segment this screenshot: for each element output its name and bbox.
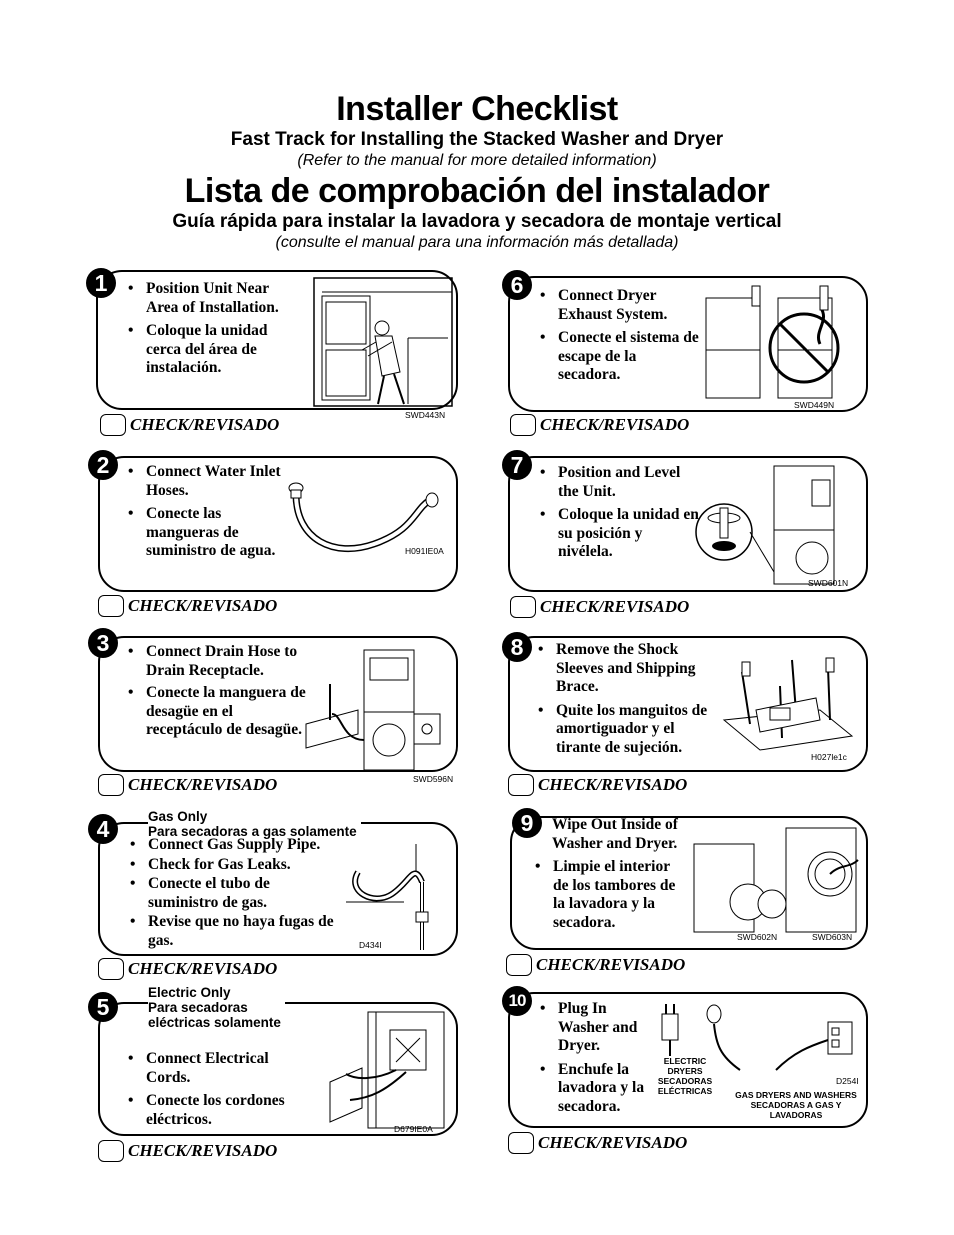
wipe-drum-icon	[690, 824, 860, 934]
page-note: (Refer to the manual for more detailed information)	[297, 152, 657, 169]
checkbox[interactable]	[98, 774, 124, 796]
gas-only-note: Gas Only Para secadoras a gas solamente	[148, 809, 361, 839]
figure-code-2: SWD603N	[812, 932, 853, 942]
step-instructions: • Position and Level the Unit. • Coloque la unidad en su posición y nivélela.	[540, 464, 700, 567]
figure-code: SWD443N	[405, 410, 446, 420]
checkbox[interactable]	[510, 596, 536, 618]
gas-pipe-icon	[344, 842, 450, 952]
electrical-box-icon	[316, 1010, 446, 1130]
figure-code: D254I	[836, 1076, 859, 1086]
figure-code: SWD449N	[794, 400, 835, 410]
step-instructions: • Remove the Shock Sleeves and Shipping Brace. • Quite los manguitos de amortiguador y el tirante de sujeción.	[538, 641, 714, 762]
checkbox[interactable]	[506, 954, 532, 976]
checkbox[interactable]	[100, 414, 126, 436]
checkbox[interactable]	[508, 1132, 534, 1154]
drain-hose-icon	[302, 644, 452, 774]
step-instructions: • Connect Drain Hose to Drain Receptacle. • Conecte la manguera de desagüe en el receptáculo de desagüe.	[128, 643, 306, 741]
leveling-leg-icon	[694, 462, 854, 586]
step-number: 5	[88, 992, 118, 1022]
page-title-es: Lista de comprobación del instalador	[184, 172, 770, 210]
step-number: 3	[88, 628, 118, 658]
checkbox[interactable]	[98, 958, 124, 980]
caption-gas-dryers: GAS DRYERS AND WASHERS SECADORAS A GAS Y LAVADORAS	[735, 1090, 857, 1120]
step-instructions: • Connect Water Inlet Hoses. • Conecte las mangueras de suministro de agua.	[128, 463, 288, 566]
installer-figure-icon	[312, 276, 454, 408]
step-number: 8	[502, 632, 532, 662]
figure-code: SWD602N	[737, 932, 778, 942]
caption-electric-dryers: ELECTRIC DRYERS SECADORAS ELÉCTRICAS	[657, 1056, 713, 1096]
step-number: 1	[86, 268, 116, 298]
step-number: 6	[502, 270, 532, 300]
step-number: 4	[88, 814, 118, 844]
page-title: Installer Checklist	[336, 90, 618, 128]
step-number: 10	[502, 986, 532, 1016]
step-number: 9	[512, 808, 542, 838]
figure-code: D679IE0A	[394, 1124, 433, 1134]
shipping-brace-icon	[720, 650, 856, 756]
step-instructions: • Connect Electrical Cords. • Conecte los cordones eléctricos.	[128, 1050, 308, 1134]
figure-code: SWD601N	[808, 578, 849, 588]
figure-code: SWD596N	[413, 774, 454, 784]
page-subtitle-es: Guía rápida para instalar la lavadora y secadora de montaje vertical	[172, 211, 782, 232]
step-instructions: • Plug In Washer and Dryer. • Enchufe la lavadora y la secadora.	[540, 1000, 648, 1121]
step-instructions: • Position Unit Near Area of Installation. • Coloque la unidad cerca del área de instalación.	[128, 280, 298, 383]
step-instructions: • Wipe Out Inside of Washer and Dryer. • Limpie el interior de los tambores de la lavadora y la secadora.	[535, 816, 685, 937]
electric-only-note: Electric Only Para secadoras eléctricas solamente	[148, 985, 285, 1030]
step-instructions: • Connect Dryer Exhaust System. • Conecte el sistema de escape de la secadora.	[540, 287, 700, 390]
checkbox[interactable]	[508, 774, 534, 796]
checkbox[interactable]	[98, 1140, 124, 1162]
figure-code: H027le1c	[811, 752, 847, 762]
figure-code: H091IE0A	[405, 546, 444, 556]
step-instructions: • Connect Gas Supply Pipe. • Check for Gas Leaks. • Conecte el tubo de suministro de gas. • Revise que no haya fugas de gas.	[130, 836, 344, 951]
checkbox[interactable]	[98, 595, 124, 617]
exhaust-vent-icon	[702, 282, 852, 402]
page-note-es: (consulte el manual para una información más detallada)	[275, 234, 679, 251]
step-number: 7	[502, 450, 532, 480]
checkbox[interactable]	[510, 414, 536, 436]
figure-code: D434I	[359, 940, 382, 950]
step-number: 2	[88, 450, 118, 480]
page-subtitle: Fast Track for Installing the Stacked Washer and Dryer	[230, 129, 724, 150]
